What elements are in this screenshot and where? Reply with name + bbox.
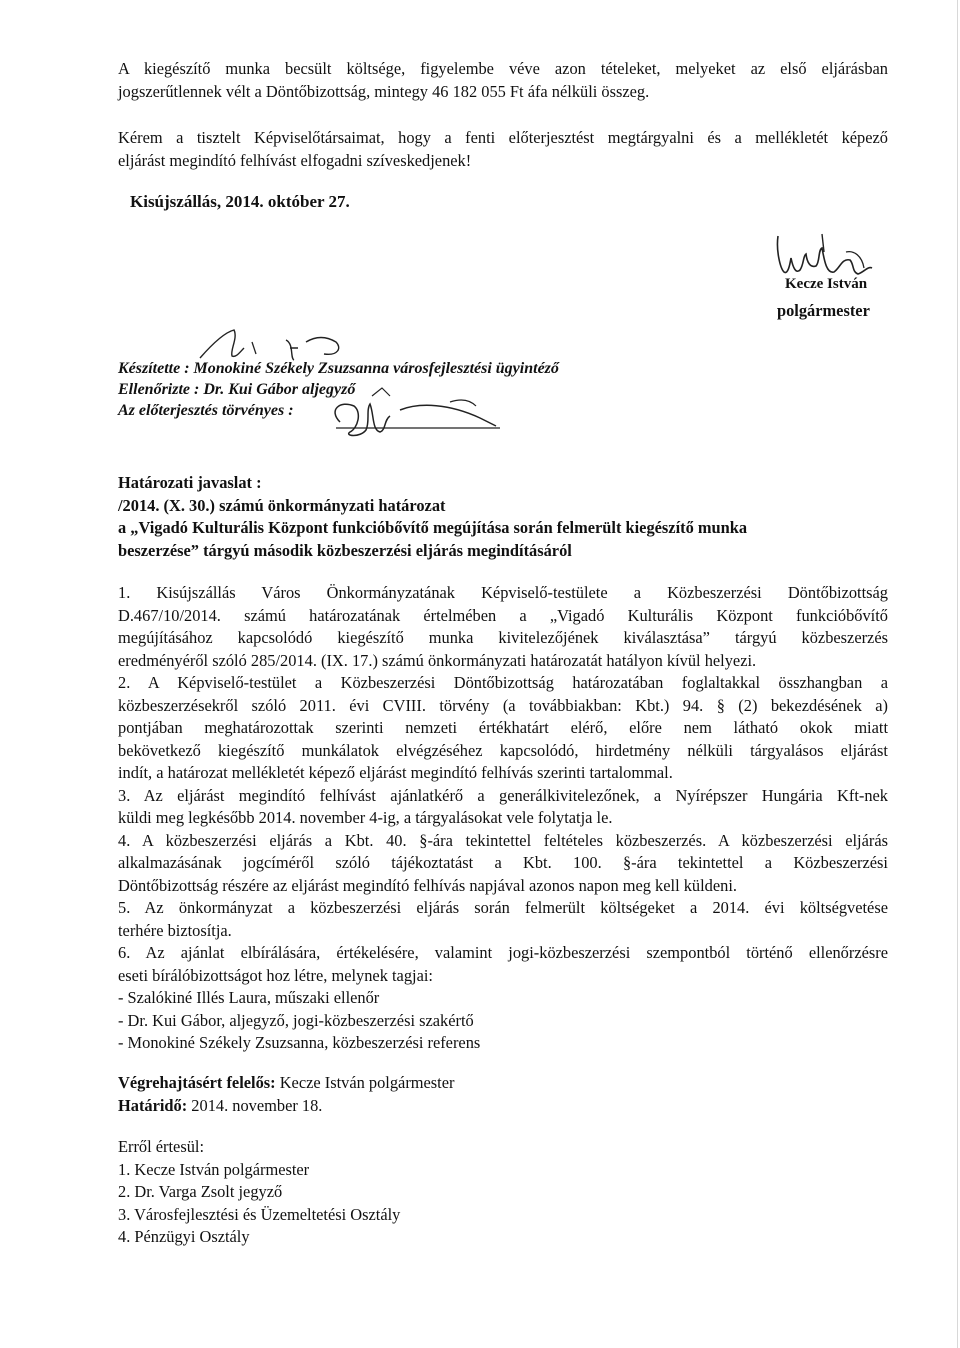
intro-paragraph-1 xyxy=(118,58,888,103)
execution-block xyxy=(118,1072,888,1117)
scan-edge-line xyxy=(957,0,958,1348)
point-5 xyxy=(118,897,888,942)
resolution-header xyxy=(118,472,888,562)
text-line: A kiegészítő munka becsült költsége, figyelembe véve azon tételeket, melyeket az első eljárásban xyxy=(118,59,888,78)
text-line: 5. Az önkormányzat a közbeszerzési eljárás során felmerült költségeket a 2014. évi költségvetése xyxy=(118,898,888,917)
committee-member: - Monokiné Székely Zsuzsanna, közbeszerzési referens xyxy=(118,1033,481,1052)
signatory-name: Kecze István xyxy=(785,276,868,292)
text-line: D.467/10/2014. számú határozatának értelmében a „Vigadó Kulturális Központ funkcióbővítő xyxy=(118,605,888,625)
deadline-label: Határidő: xyxy=(118,1095,188,1115)
text-line: 3. Az eljárást megindító felhívást ajánlatkérő a generálkivitelezőnek, a Nyírépszer Hungária Kft-nek xyxy=(118,785,888,805)
text-line: indít, a határozat mellékletét képező eljárást megindító felhívás szerinti tartalommal. xyxy=(118,763,673,782)
prepared-by-line: Készítette : Monokiné Székely Zsuzsanna városfejlesztési ügyintéző xyxy=(118,360,559,377)
notify-item: 4. Pénzügyi Osztály xyxy=(118,1227,250,1246)
point-3 xyxy=(118,785,888,830)
text-line: közbeszerzésekről szóló 2011. évi CVIII. törvény (a továbbiakban: Kbt.) 94. § (2) bekezdésének a) xyxy=(118,695,888,715)
notify-label: Erről értesül: xyxy=(118,1137,205,1156)
point-4 xyxy=(118,830,888,898)
text-line: Kérem a tisztelt Képviselőtársaimat, hogy a fenti előterjesztést megtárgyalni és a mellékletét képező xyxy=(118,128,888,147)
deadline-value: 2014. november 18. xyxy=(187,1095,323,1115)
place-date: Kisújszállás, 2014. október 27. xyxy=(130,192,350,211)
text-line: alkalmazásának jogcíméről szóló tájékoztatást a Kbt. 100. §-ára tekintettel a Közbeszerzési xyxy=(118,853,888,872)
resolution-points xyxy=(118,582,888,1055)
point-6 xyxy=(118,942,888,987)
notify-item: 1. Kecze István polgármester xyxy=(118,1159,310,1179)
text-line: küldi meg legkésőbb 2014. november 4-ig, a tárgyalásokat vele folytatja le. xyxy=(118,808,613,827)
text-line: eljárást megindító felhívást elfogadni szíveskedjenek! xyxy=(118,150,472,170)
text-line: 6. Az ajánlat elbírálására, értékelésére, valamint jogi-közbeszerzési szempontból történő ellenőrzésre xyxy=(118,943,888,962)
resolution-subject-line: a „Vigadó Kulturális Központ funkcióbővítő megújítása során felmerült kiegészítő munka xyxy=(118,518,748,537)
resolution-label: Határozati javaslat : xyxy=(118,473,262,492)
resolution-subject-line: beszerzése” tárgyú második közbeszerzési eljárás megindításáról xyxy=(118,540,572,560)
committee-list xyxy=(118,987,888,1055)
notify-item: 2. Dr. Varga Zsolt jegyző xyxy=(118,1182,283,1201)
text-line: 4. A közbeszerzési eljárás a Kbt. 40. §-ára tekintettel feltételes közbeszerzés. A közbeszerzési eljárás xyxy=(118,830,888,850)
text-line: terhére biztosítja. xyxy=(118,920,232,940)
point-1 xyxy=(118,582,888,672)
responsible-line xyxy=(118,1072,888,1095)
point-2 xyxy=(118,672,888,785)
text-line: 2. A Képviselő-testület a Közbeszerzési Döntőbizottság határozatában foglaltakkal összhangban a xyxy=(118,673,888,692)
text-line: 1. Kisújszállás Város Önkormányzatának Képviselő-testülete a Közbeszerzési Döntőbizottság xyxy=(118,583,888,602)
text-line: pontjában meghatározottak szerinti nemzeti értékhatárt elérő, előre nem látható okok miatt xyxy=(118,718,888,737)
notify-block xyxy=(118,1136,888,1249)
legality-signature-scribble xyxy=(300,380,540,450)
notify-item: 3. Városfejlesztési és Üzemeltetési Osztály xyxy=(118,1204,401,1224)
responsible-value: Kecze István polgármester xyxy=(275,1073,455,1092)
text-line: eseti bírálóbizottságot hoz létre, melynek tagjai: xyxy=(118,965,433,985)
text-line: Döntőbizottság részére az eljárást megindító felhívás napjával azonos napon meg kell küldeni. xyxy=(118,875,737,895)
legality-line: Az előterjesztés törvényes : xyxy=(118,402,294,419)
text-line: eredményéről szóló 285/2014. (IX. 17.) számú önkormányzati határozatát hatályon kívül helyezi. xyxy=(118,650,757,670)
text-line: megújításához kapcsolódó kiegészítő munka kivitelezőjének kiválasztása” tárgyú közbeszerzés xyxy=(118,628,888,647)
resolution-number: /2014. (X. 30.) számú önkormányzati határozat xyxy=(118,495,446,515)
committee-member: - Dr. Kui Gábor, aljegyző, jogi-közbeszerzési szakértő xyxy=(118,1010,474,1030)
signatory-title: polgármester xyxy=(777,301,870,320)
checked-by-line: Ellenőrizte : Dr. Kui Gábor aljegyző xyxy=(118,381,356,398)
committee-member: - Szalókiné Illés Laura, műszaki ellenőr xyxy=(118,988,380,1007)
responsible-label: Végrehajtásért felelős: xyxy=(118,1073,276,1092)
text-line: bekövetkező kiegészítő munkálatok elvégzéséhez kapcsolódó, hirdetmény nélküli tárgyalásos eljárást xyxy=(118,740,888,760)
text-line: jogszerűtlennek vélt a Döntőbizottság, mintegy 46 182 055 Ft áfa nélküli összeg. xyxy=(118,81,650,101)
deadline-line xyxy=(118,1095,888,1118)
intro-paragraph-2 xyxy=(118,127,888,172)
